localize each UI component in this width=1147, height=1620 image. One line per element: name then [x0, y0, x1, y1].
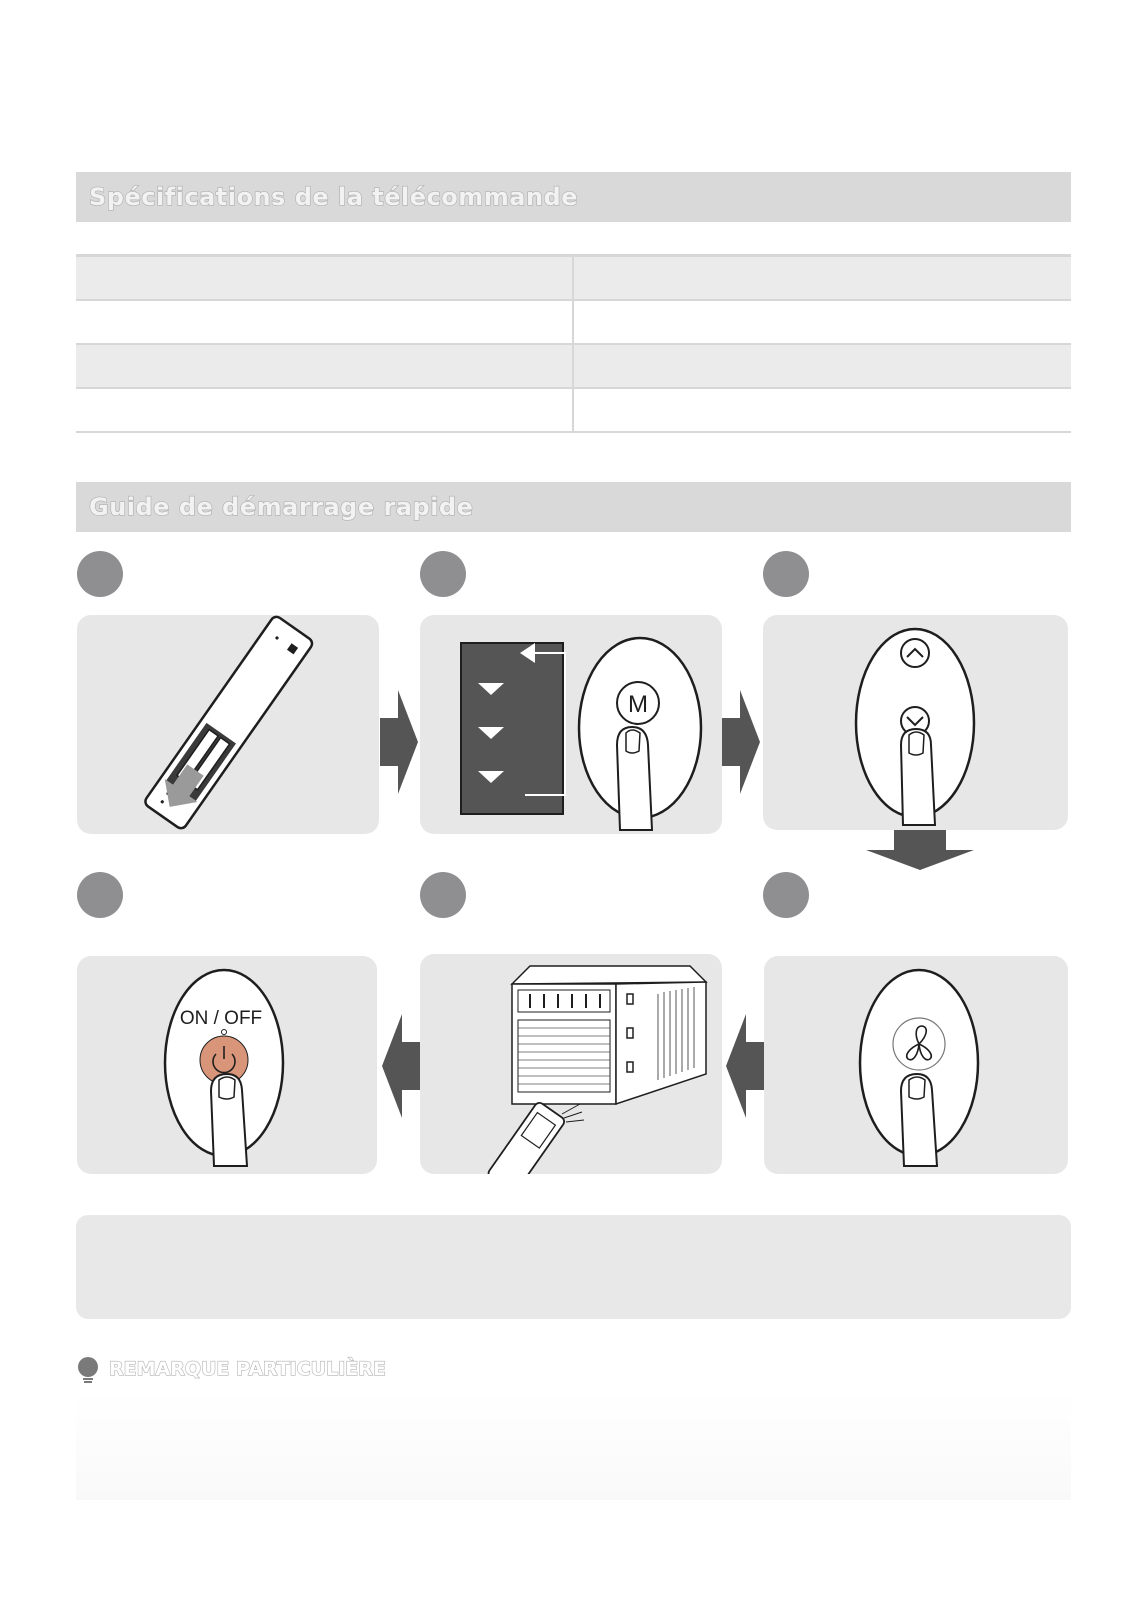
step-2-circle [420, 551, 466, 597]
table-row [76, 344, 1071, 388]
table-cell [573, 256, 1071, 301]
remote-battery-illustration [77, 615, 379, 834]
fan-button-illustration [764, 956, 1068, 1174]
step-4-panel [764, 956, 1068, 1174]
table-cell [76, 344, 573, 388]
step-3-panel [763, 615, 1068, 830]
mode-button-label: M [628, 691, 648, 718]
table-cell [76, 300, 573, 344]
table-cell [573, 344, 1071, 388]
table-row [76, 388, 1071, 432]
specifications-table [76, 254, 1071, 433]
special-remark-label: REMARQUE PARTICULIÈRE [109, 1358, 386, 1380]
table-cell [76, 388, 573, 432]
specifications-title: Spécifications de la télécommande [89, 183, 579, 211]
arrow-right-icon [722, 690, 760, 794]
arrow-left-icon [726, 1014, 764, 1118]
step-4-circle [763, 872, 809, 918]
arrow-left-icon [382, 1014, 420, 1118]
mode-button-illustration [420, 615, 722, 834]
step-6-panel [77, 956, 377, 1174]
lightbulb-icon [76, 1357, 100, 1385]
up-down-buttons-illustration [763, 615, 1068, 830]
step-1-panel [77, 615, 379, 834]
step-5-circle [420, 872, 466, 918]
air-conditioner-illustration [420, 954, 722, 1174]
step-1-circle [77, 551, 123, 597]
quick-start-header [76, 482, 1071, 532]
specifications-header [76, 172, 1071, 222]
table-cell [76, 256, 573, 301]
on-off-label: ON / OFF [179, 1008, 263, 1029]
note-box [76, 1215, 1071, 1319]
step-2-panel [420, 615, 722, 834]
table-row [76, 300, 1071, 344]
step-6-circle [77, 872, 123, 918]
arrow-down-icon [866, 830, 974, 870]
table-cell [573, 388, 1071, 432]
on-off-button-illustration [77, 956, 377, 1174]
step-5-panel [420, 954, 722, 1174]
remark-content-area [76, 1390, 1071, 1500]
step-3-circle [763, 551, 809, 597]
arrow-right-icon [380, 690, 418, 794]
table-row [76, 256, 1071, 301]
quick-start-title: Guide de démarrage rapide [89, 493, 474, 521]
table-cell [573, 300, 1071, 344]
